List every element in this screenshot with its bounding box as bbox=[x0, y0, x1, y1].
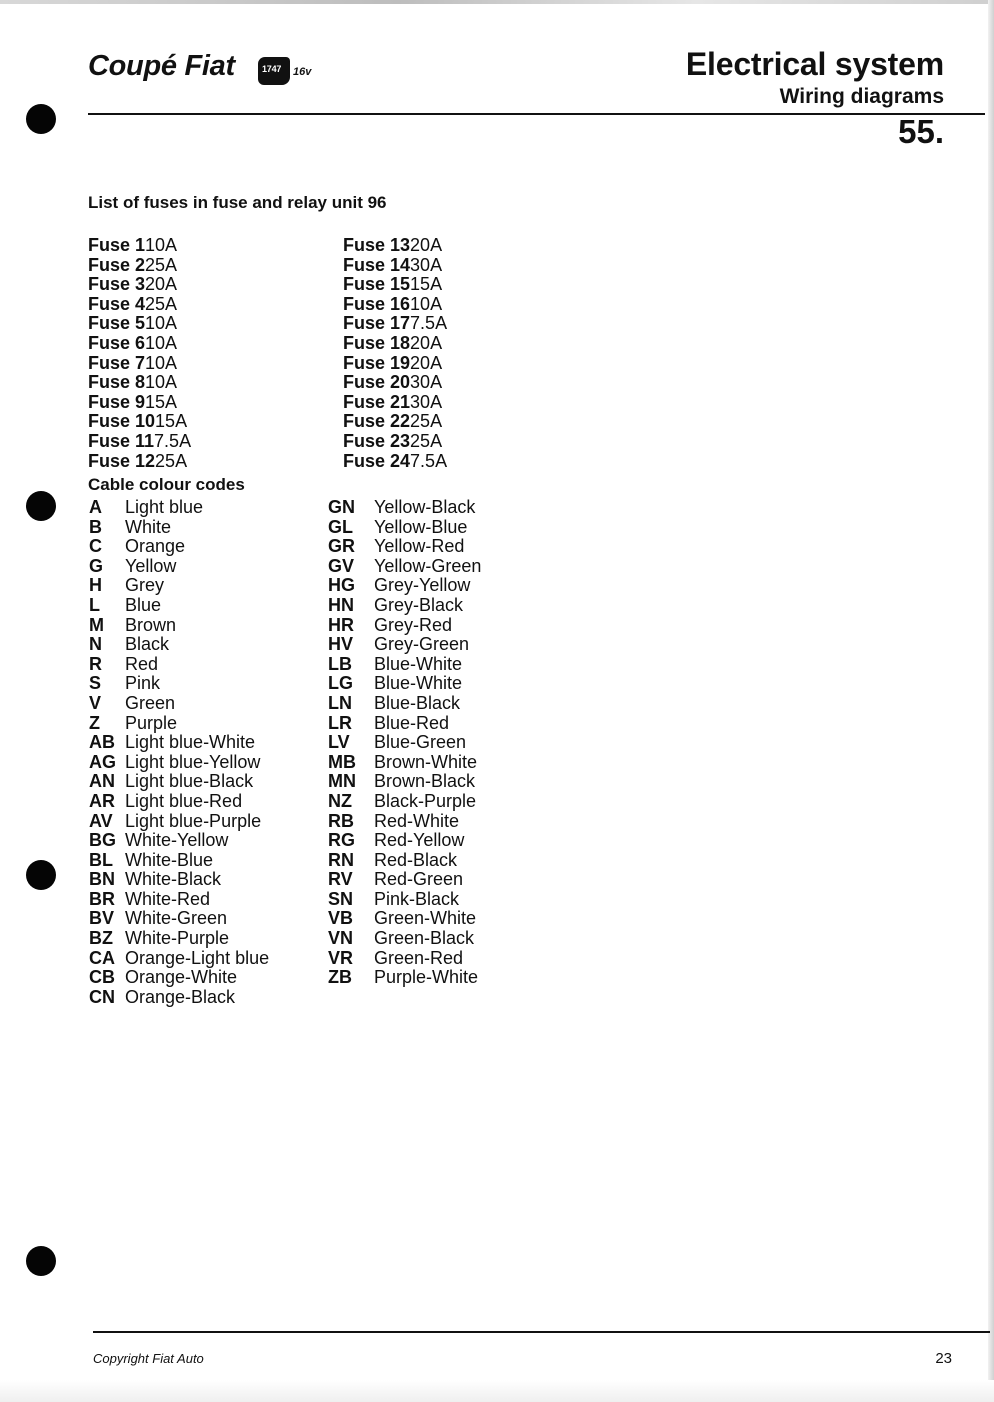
cable-code-row bbox=[328, 714, 481, 734]
cable-code-row bbox=[328, 949, 481, 969]
fuse-row bbox=[343, 334, 447, 354]
cable-colour: Light blue bbox=[125, 497, 204, 517]
cable-colour: Orange bbox=[125, 536, 186, 557]
fuse-label: Fuse 20 bbox=[343, 372, 411, 393]
fuse-rating: 7.5A bbox=[410, 313, 448, 334]
engine-valves: 16v bbox=[293, 66, 312, 78]
cable-code-row bbox=[89, 851, 269, 871]
cable-colour: White-Yellow bbox=[125, 830, 229, 851]
cable-code-row bbox=[328, 694, 481, 714]
fuse-rating: 10A bbox=[145, 235, 178, 255]
cable-colour: Black bbox=[125, 634, 170, 655]
fuse-row bbox=[343, 236, 447, 256]
cable-code-row bbox=[89, 812, 269, 832]
cable-code: N bbox=[89, 634, 102, 655]
fuse-label: Fuse 16 bbox=[343, 293, 411, 314]
fuse-label: Fuse 11 bbox=[88, 430, 155, 451]
fuse-label: Fuse 23 bbox=[343, 430, 411, 451]
cable-code: CB bbox=[89, 967, 115, 988]
cable-colour: White-Green bbox=[125, 908, 228, 929]
fuse-label: Fuse 5 bbox=[88, 313, 146, 334]
cable-colour: Red-Green bbox=[374, 869, 464, 890]
cable-code: MN bbox=[328, 771, 356, 792]
fuse-label: Fuse 1 bbox=[88, 235, 146, 255]
cable-code: HV bbox=[328, 634, 354, 655]
fuse-row bbox=[88, 373, 191, 393]
cable-code: BL bbox=[89, 849, 113, 870]
cable-code: BN bbox=[89, 869, 115, 890]
cable-code-row bbox=[89, 753, 269, 773]
cable-code-row bbox=[328, 557, 481, 577]
fuse-label: Fuse 3 bbox=[88, 274, 146, 295]
cable-code-row bbox=[328, 890, 481, 910]
cable-colour: Green-White bbox=[374, 908, 477, 929]
fuse-rating: 25A bbox=[145, 254, 178, 275]
cable-colour: White-Blue bbox=[125, 849, 214, 870]
cable-code-row bbox=[89, 772, 269, 792]
cable-code: C bbox=[89, 536, 102, 557]
cable-colour: Yellow-Blue bbox=[374, 516, 468, 537]
section-number: 55. bbox=[898, 113, 944, 150]
cable-colour: Green-Red bbox=[374, 947, 464, 968]
fuse-row bbox=[88, 275, 191, 295]
fuse-row bbox=[343, 412, 447, 432]
cable-code-row bbox=[89, 949, 269, 969]
fuse-rating: 7.5A bbox=[154, 430, 192, 451]
fuse-rating: 30A bbox=[410, 391, 443, 412]
cable-colour: Light blue-Black bbox=[125, 771, 254, 792]
cable-code: VN bbox=[328, 928, 354, 949]
cable-code-row bbox=[328, 537, 481, 557]
cable-code-row bbox=[89, 557, 269, 577]
cable-colour: Grey-Green bbox=[374, 634, 470, 655]
cable-code: LB bbox=[328, 653, 352, 674]
cable-code: CA bbox=[89, 947, 115, 968]
fuse-rating: 20A bbox=[410, 332, 443, 353]
fuse-label: Fuse 14 bbox=[343, 254, 411, 275]
cable-colour: Brown-White bbox=[374, 751, 478, 772]
cable-code: VR bbox=[328, 947, 354, 968]
cable-code: S bbox=[89, 673, 102, 694]
cable-code: A bbox=[89, 497, 102, 517]
cable-colour: Blue-Black bbox=[374, 692, 461, 713]
fuse-rating: 25A bbox=[155, 450, 188, 471]
cable-code-row bbox=[89, 988, 269, 1008]
copyright-notice: Copyright Fiat Auto bbox=[93, 1351, 204, 1366]
cable-code: NZ bbox=[328, 790, 352, 811]
fuse-rating: 30A bbox=[410, 372, 443, 393]
cable-colour: Orange-Black bbox=[125, 986, 236, 1007]
cable-colour: Orange-White bbox=[125, 967, 238, 988]
cable-code-row bbox=[89, 537, 269, 557]
fuse-rating: 25A bbox=[145, 293, 178, 314]
fuse-row bbox=[343, 432, 447, 452]
binder-hole-2 bbox=[26, 491, 56, 521]
cable-code-row bbox=[328, 909, 481, 929]
fuse-row bbox=[88, 432, 191, 452]
binder-hole-1 bbox=[26, 104, 56, 134]
fuse-row bbox=[88, 354, 191, 374]
cable-code: BZ bbox=[89, 928, 113, 949]
cable-colour: Light blue-White bbox=[125, 732, 256, 753]
cable-colour: Grey-Red bbox=[374, 614, 453, 635]
cable-colour: Grey bbox=[125, 575, 165, 596]
cable-code-row bbox=[328, 968, 481, 988]
cable-code-row bbox=[89, 635, 269, 655]
fuse-row bbox=[88, 236, 191, 256]
cable-code: HR bbox=[328, 614, 354, 635]
fuse-row bbox=[88, 393, 191, 413]
cable-colour: Light blue-Purple bbox=[125, 810, 262, 831]
cable-code: RN bbox=[328, 849, 354, 870]
cable-code: AV bbox=[89, 810, 113, 831]
fuse-row bbox=[343, 452, 447, 472]
cable-code-row bbox=[89, 890, 269, 910]
cable-code-row bbox=[328, 812, 481, 832]
cable-code-row bbox=[89, 792, 269, 812]
cable-code-row bbox=[328, 498, 481, 518]
fuse-row bbox=[343, 275, 447, 295]
fuse-row bbox=[343, 295, 447, 315]
cable-code: V bbox=[89, 692, 102, 713]
cable-code-row bbox=[328, 851, 481, 871]
cable-code-row bbox=[328, 635, 481, 655]
cable-code: Z bbox=[89, 712, 100, 733]
cable-colour: White-Red bbox=[125, 888, 211, 909]
cable-code-row bbox=[89, 596, 269, 616]
fuse-row bbox=[88, 452, 191, 472]
cable-code: B bbox=[89, 516, 102, 537]
fuse-rating: 30A bbox=[410, 254, 443, 275]
header-divider bbox=[88, 113, 985, 115]
cable-code: BV bbox=[89, 908, 115, 929]
fuse-rating: 15A bbox=[155, 411, 188, 432]
fuse-list-right bbox=[343, 236, 447, 471]
cable-colour: Blue bbox=[125, 594, 162, 615]
cable-code: SN bbox=[328, 888, 354, 909]
binder-hole-3 bbox=[26, 860, 56, 890]
cable-code-row bbox=[328, 753, 481, 773]
cable-code: BG bbox=[89, 830, 116, 851]
cable-colour: Pink bbox=[125, 673, 161, 694]
cable-code: VB bbox=[328, 908, 354, 929]
fuse-label: Fuse 10 bbox=[88, 411, 156, 432]
cable-colour: Purple bbox=[125, 712, 178, 733]
cable-code: GR bbox=[328, 536, 355, 557]
footer-divider bbox=[93, 1331, 990, 1333]
fuse-row bbox=[343, 393, 447, 413]
cable-colour: Yellow-Black bbox=[374, 497, 476, 517]
fuse-row bbox=[88, 314, 191, 334]
fuse-label: Fuse 22 bbox=[343, 411, 411, 432]
cable-colour: Light blue-Yellow bbox=[125, 751, 261, 772]
cable-code-row bbox=[89, 518, 269, 538]
cable-colour: Yellow-Green bbox=[374, 555, 482, 576]
fuse-row bbox=[343, 256, 447, 276]
cable-code: AN bbox=[89, 771, 115, 792]
fuse-row bbox=[343, 373, 447, 393]
cable-code-row bbox=[328, 616, 481, 636]
cable-code-row bbox=[328, 792, 481, 812]
fuse-label: Fuse 19 bbox=[343, 352, 411, 373]
fuse-label: Fuse 9 bbox=[88, 391, 146, 412]
cable-code-row bbox=[89, 831, 269, 851]
fuse-label: Fuse 17 bbox=[343, 313, 411, 334]
fuse-label: Fuse 7 bbox=[88, 352, 146, 373]
cable-codes-right bbox=[328, 498, 481, 988]
cable-code: LN bbox=[328, 692, 352, 713]
cable-colour: White-Purple bbox=[125, 928, 230, 949]
fuse-label: Fuse 4 bbox=[88, 293, 146, 314]
cable-colour: Green bbox=[125, 692, 176, 713]
cable-code-row bbox=[89, 733, 269, 753]
cable-colour: Brown-Black bbox=[374, 771, 476, 792]
cable-colour: Grey-Yellow bbox=[374, 575, 471, 596]
cable-code: L bbox=[89, 594, 100, 615]
cable-colour: Yellow-Red bbox=[374, 536, 465, 557]
fuse-label: Fuse 18 bbox=[343, 332, 411, 353]
section-title: Electrical system bbox=[685, 46, 944, 82]
cable-code: GV bbox=[328, 555, 355, 576]
cable-code: G bbox=[89, 555, 104, 576]
cable-colour: Orange-Light blue bbox=[125, 947, 270, 968]
cable-code-row bbox=[328, 831, 481, 851]
cable-code: HG bbox=[328, 575, 355, 596]
cable-codes-left bbox=[89, 498, 269, 1007]
cable-code: H bbox=[89, 575, 102, 596]
cable-code-row bbox=[89, 870, 269, 890]
cable-colour: Brown bbox=[125, 614, 177, 635]
fuse-rating: 20A bbox=[410, 235, 443, 255]
cable-colour: Pink-Black bbox=[374, 888, 460, 909]
cable-code: GL bbox=[328, 516, 353, 537]
cable-colour: White bbox=[125, 516, 172, 537]
cable-colour: Green-Black bbox=[374, 928, 475, 949]
cable-colour: Purple-White bbox=[374, 967, 479, 988]
cable-code: MB bbox=[328, 751, 356, 772]
fuse-rating: 10A bbox=[145, 352, 178, 373]
cable-colour: Red-Yellow bbox=[374, 830, 465, 851]
cable-colour: Blue-White bbox=[374, 653, 463, 674]
cable-code: AR bbox=[89, 790, 115, 811]
cable-code-row bbox=[328, 518, 481, 538]
fuse-label: Fuse 21 bbox=[343, 391, 411, 412]
fuse-rating: 10A bbox=[145, 332, 178, 353]
cable-colour: Yellow bbox=[125, 555, 177, 576]
fuse-row bbox=[88, 256, 191, 276]
cable-code: ZB bbox=[328, 967, 352, 988]
cable-code: LR bbox=[328, 712, 352, 733]
fuse-row bbox=[343, 314, 447, 334]
cable-code-row bbox=[328, 772, 481, 792]
cable-code-row bbox=[328, 576, 481, 596]
cable-colour: Red bbox=[125, 653, 159, 674]
cable-code: RB bbox=[328, 810, 354, 831]
fuse-label: Fuse 6 bbox=[88, 332, 146, 353]
cable-code: LG bbox=[328, 673, 353, 694]
fuse-rating: 25A bbox=[410, 411, 443, 432]
cable-code-row bbox=[89, 674, 269, 694]
cable-code-row bbox=[328, 655, 481, 675]
fuse-label: Fuse 24 bbox=[343, 450, 411, 471]
fuse-label: Fuse 12 bbox=[88, 450, 156, 471]
cable-code-row bbox=[328, 870, 481, 890]
fuse-rating: 25A bbox=[410, 430, 443, 451]
fuse-rating: 15A bbox=[145, 391, 178, 412]
cable-code-row bbox=[328, 596, 481, 616]
cable-code: BR bbox=[89, 888, 115, 909]
scan-edge-top bbox=[0, 0, 994, 4]
cable-code-row bbox=[89, 929, 269, 949]
cable-code: HN bbox=[328, 594, 354, 615]
fuse-rating: 10A bbox=[145, 372, 178, 393]
cable-colour: Light blue-Red bbox=[125, 790, 243, 811]
cable-code-row bbox=[89, 498, 269, 518]
cable-code-row bbox=[89, 714, 269, 734]
cable-code-row bbox=[89, 616, 269, 636]
brand-title: Coupé Fiat bbox=[88, 50, 235, 82]
fuse-rating: 10A bbox=[410, 293, 443, 314]
cable-code-row bbox=[328, 674, 481, 694]
cable-code-row bbox=[89, 694, 269, 714]
engine-code: 1747 bbox=[262, 64, 282, 74]
scan-edge-right bbox=[988, 0, 994, 1402]
cable-codes-title: Cable colour codes bbox=[88, 475, 245, 494]
cable-code-row bbox=[89, 576, 269, 596]
fuse-rating: 20A bbox=[410, 352, 443, 373]
cable-colour: Blue-Green bbox=[374, 732, 467, 753]
fuse-rating: 20A bbox=[145, 274, 178, 295]
fuse-list-left bbox=[88, 236, 191, 471]
fuse-label: Fuse 13 bbox=[343, 235, 411, 255]
cable-colour: Black-Purple bbox=[374, 790, 477, 811]
cable-code: GN bbox=[328, 497, 355, 517]
cable-code-row bbox=[89, 968, 269, 988]
cable-code: AB bbox=[89, 732, 115, 753]
fuse-row bbox=[88, 334, 191, 354]
cable-code-row bbox=[89, 909, 269, 929]
fuse-row bbox=[343, 354, 447, 374]
fuse-label: Fuse 15 bbox=[343, 274, 411, 295]
fuse-rating: 10A bbox=[145, 313, 178, 334]
section-subtitle: Wiring diagrams bbox=[779, 85, 944, 108]
cable-code-row bbox=[328, 733, 481, 753]
fuse-label: Fuse 2 bbox=[88, 254, 146, 275]
cable-colour: Red-Black bbox=[374, 849, 458, 870]
fuse-rating: 7.5A bbox=[410, 450, 448, 471]
page-number: 23 bbox=[935, 1350, 952, 1367]
cable-colour: Blue-Red bbox=[374, 712, 450, 733]
cable-code-row bbox=[89, 655, 269, 675]
cable-code: M bbox=[89, 614, 104, 635]
cable-code: R bbox=[89, 653, 102, 674]
cable-code: RG bbox=[328, 830, 355, 851]
binder-hole-4 bbox=[26, 1246, 56, 1276]
scan-edge-bottom bbox=[0, 1380, 994, 1402]
fuse-list-title: List of fuses in fuse and relay unit 96 bbox=[88, 193, 387, 212]
fuse-row bbox=[88, 295, 191, 315]
cable-code: LV bbox=[328, 732, 350, 753]
cable-code: CN bbox=[89, 986, 115, 1007]
cable-code: AG bbox=[89, 751, 116, 772]
cable-colour: Blue-White bbox=[374, 673, 463, 694]
fuse-row bbox=[88, 412, 191, 432]
fuse-rating: 15A bbox=[410, 274, 443, 295]
cable-colour: Grey-Black bbox=[374, 594, 464, 615]
cable-colour: Red-White bbox=[374, 810, 460, 831]
cable-code-row bbox=[328, 929, 481, 949]
cable-code: RV bbox=[328, 869, 353, 890]
cable-colour: White-Black bbox=[125, 869, 222, 890]
fuse-label: Fuse 8 bbox=[88, 372, 146, 393]
